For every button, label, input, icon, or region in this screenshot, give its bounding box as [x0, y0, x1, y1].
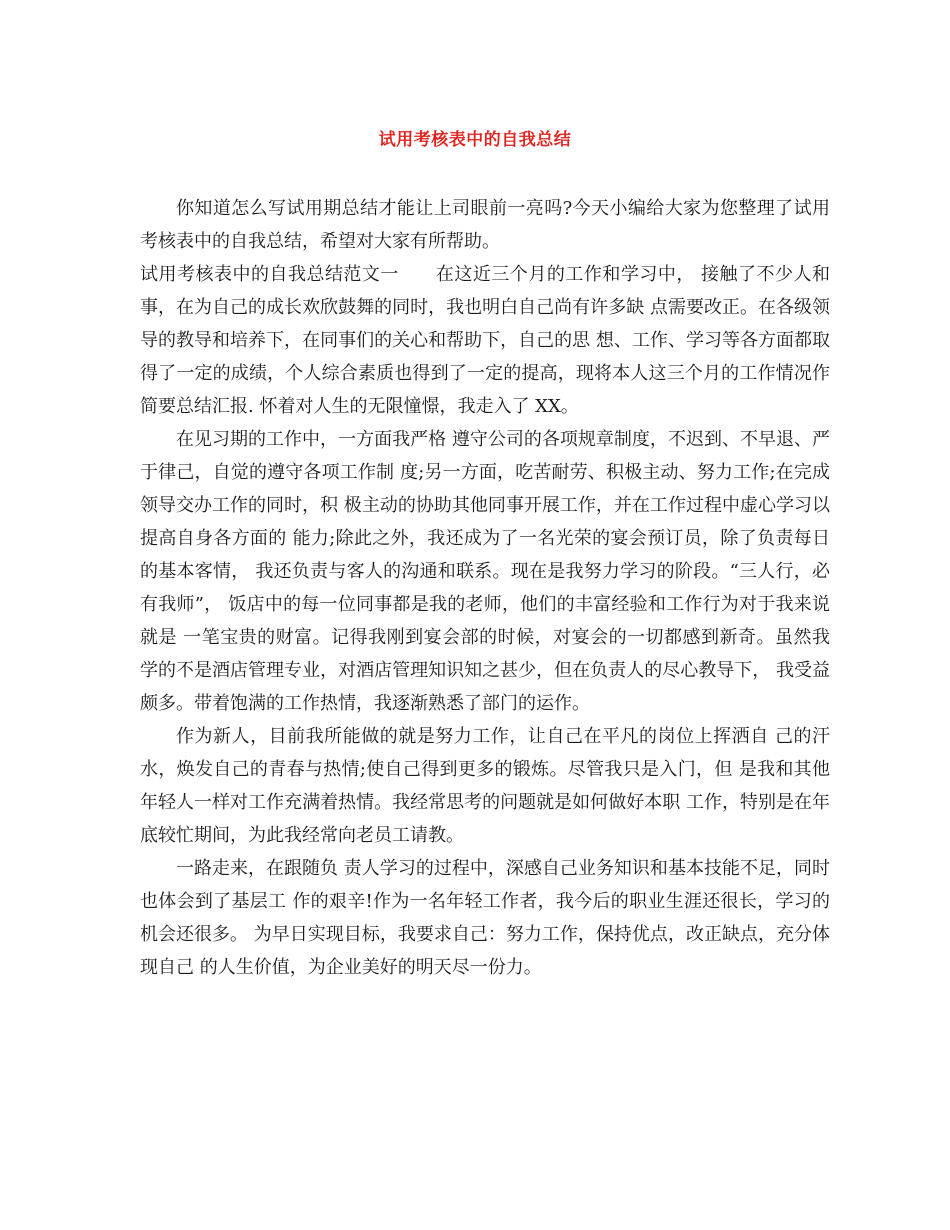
paragraph-newcomer: 作为新人，目前我所能做的就是努力工作，让自己在平凡的岗位上挥洒自 己的汗水，焕发自己的青春与热情;使自己得到更多的锻炼。尽管我只是入门，但 是我和其他年轻人一样对工作充满着热情。我经常思考的问题就是如何做好本职 工作，特别是在年底较忙期间，为此我经常向老员工请教。	[140, 726, 830, 846]
document-body	[140, 192, 830, 984]
paragraph-intro: 你知道怎么写试用期总结才能让上司眼前一亮吗?今天小编给大家为您整理了试用考核表中的自我总结，希望对大家有所帮助。	[140, 198, 830, 252]
paragraph-sample-one: 试用考核表中的自我总结范文一 在这近三个月的工作和学习中， 接触了不少人和事，在为自己的成长欢欣鼓舞的同时，我也明白自己尚有许多缺 点需要改正。在各级领导的教导和培养下，在同事们的关心和帮助下，自己的思 想、工作、学习等各方面都取得了一定的成绩，个人综合素质也得到了一定的提高，现将本人这三个月的工作情况作简要总结汇报. 怀着对人生的无限憧憬，我走入了 XX。	[140, 264, 830, 417]
document-title: 试用考核表中的自我总结	[378, 130, 572, 150]
paragraph-internship: 在见习期的工作中，一方面我严格 遵守公司的各项规章制度，不迟到、不早退、严于律己，自觉的遵守各项工作制 度;另一方面，吃苦耐劳、积极主动、努力工作;在完成领导交办工作的同时，积 极主动的协助其他同事开展工作，并在工作过程中虚心学习以提高自身各方面的 能力;除此之外，我还成为了一名光荣的宴会预订员，除了负责每日的基本客情， 我还负责与客人的沟通和联系。现在是我努力学习的阶段。“三人行，必有我师”， 饭店中的每一位同事都是我的老师，他们的丰富经验和工作行为对于我来说就是 一笔宝贵的财富。记得我刚到宴会部的时候，对宴会的一切都感到新奇。虽然我 学的不是酒店管理专业，对酒店管理知识知之甚少，但在负责人的尽心教导下， 我受益颇多。带着饱满的工作热情，我逐渐熟悉了部门的运作。	[140, 429, 830, 714]
paragraph-conclusion: 一路走来，在跟随负 责人学习的过程中，深感自己业务知识和基本技能不足，同时也体会到了基层工 作的艰辛!作为一名年轻工作者，我今后的职业生涯还很长，学习的机会还很多。 为早日实现目标，我要求自己：努力工作，保持优点，改正缺点，充分体现自己 的人生价值，为企业美好的明天尽一份力。	[140, 858, 830, 978]
